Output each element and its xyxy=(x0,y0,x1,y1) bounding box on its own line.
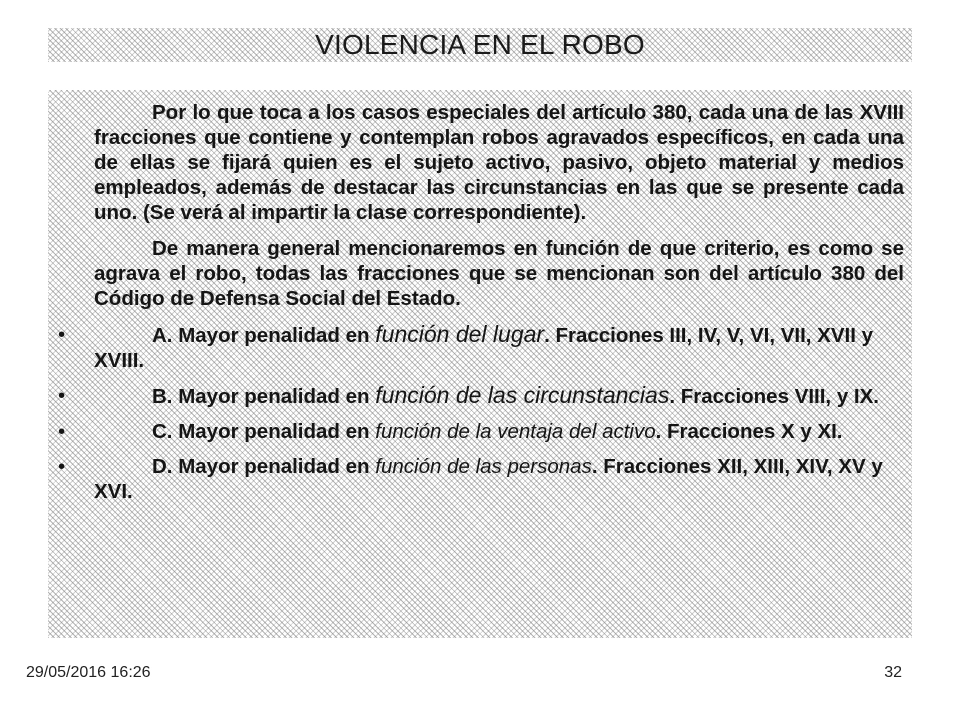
bullet-tail: . Fracciones XII, XIII, XIV, XV y XVI. xyxy=(94,455,883,503)
bullet-text xyxy=(94,322,904,373)
paragraph-general: De manera general mencionaremos en función de que criterio, es como se agrava el robo, todas las fracciones que se mencionan son del artículo 380 del Código de Defensa Social del Estado. xyxy=(94,237,904,310)
bullet-emphasis: función de la ventaja del activo xyxy=(375,420,656,443)
paragraph-intro: Por lo que toca a los casos especiales del artículo 380, cada una de las XVIII fracciones que contiene y contemplan robos agravados específicos, en cada una de ellas se fijará quien es el sujeto activo, pasivo, objeto material y medios empleados, además de destacar las circunstancias en las que se presente cada uno. (Se verá al impartir la clase correspondiente). xyxy=(94,101,904,224)
bullet-lead: A. Mayor penalidad en xyxy=(152,324,376,347)
list-item xyxy=(58,419,904,444)
bullet-text xyxy=(94,454,904,504)
content-text xyxy=(58,100,904,514)
bullet-emphasis: función del lugar xyxy=(375,321,545,347)
bullet-tail: . Fracciones X y XI. xyxy=(655,420,843,443)
bullet-text xyxy=(94,419,904,444)
bullet-lead: C. Mayor penalidad en xyxy=(152,420,376,443)
bullet-emphasis: función de las circunstancias xyxy=(375,382,670,408)
bullet-emphasis: función de las personas xyxy=(375,455,592,478)
list-item xyxy=(58,321,904,373)
bullet-tail: . Fracciones VIII, y IX. xyxy=(669,385,879,408)
bullet-icon: • xyxy=(58,420,66,443)
slide-title: VIOLENCIA EN EL ROBO xyxy=(315,29,645,60)
list-item xyxy=(58,454,904,504)
bullet-icon: • xyxy=(58,323,66,346)
bullet-lead: B. Mayor penalidad en xyxy=(152,385,376,408)
bullet-icon: • xyxy=(58,455,66,478)
bullet-tail: . Fracciones III, IV, V, VI, VII, XVII y XVIII. xyxy=(94,324,873,372)
content-area xyxy=(48,90,912,638)
bullet-icon: • xyxy=(58,384,66,407)
title-bar xyxy=(48,28,912,62)
footer-date: 29/05/2016 16:26 xyxy=(26,664,151,681)
page-number: 32 xyxy=(884,664,902,681)
bullet-lead: D. Mayor penalidad en xyxy=(152,455,376,478)
list-item xyxy=(58,382,904,409)
bullet-text xyxy=(94,383,904,409)
